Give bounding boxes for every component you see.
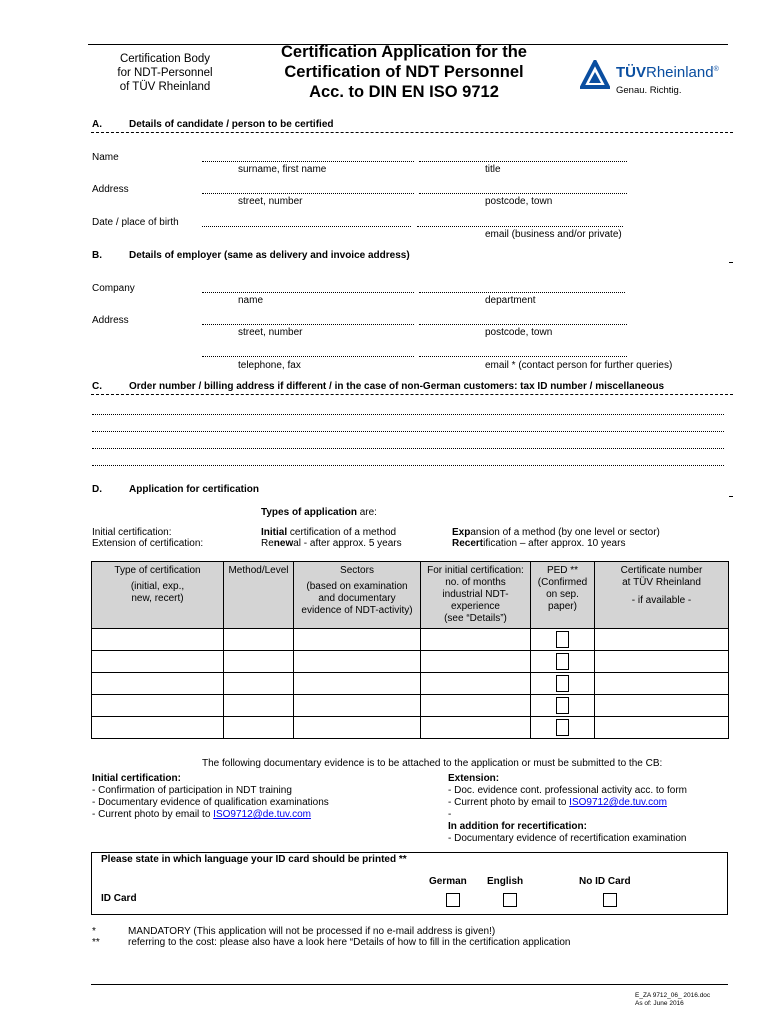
recert-bold: Recert <box>452 538 484 549</box>
initial-evidence-title: Initial certification: <box>92 773 181 784</box>
col-experience-header <box>421 562 531 629</box>
initial-photo-prefix: - Current photo by email to <box>92 809 214 820</box>
section-b-letter: B. <box>92 250 102 261</box>
col-method-header <box>224 562 294 629</box>
renewal-pre: Re <box>261 538 274 549</box>
type-cell[interactable] <box>92 717 224 739</box>
col-experience-line: For initial certification: <box>427 565 524 576</box>
certnumber-cell[interactable] <box>595 651 729 673</box>
types-heading <box>261 507 377 518</box>
col-certnumber-line: at TÜV Rheinland <box>622 577 701 588</box>
section-d-title: Application for certification <box>129 484 260 495</box>
footnote-text: referring to the cost: please also have a look here “Details of how to fill in the certification application <box>128 937 571 948</box>
misc-input-line-3[interactable] <box>92 448 724 449</box>
section-b-rule-mark <box>729 262 733 263</box>
col-certnumber-header <box>595 562 729 629</box>
company-input-line[interactable] <box>202 292 414 293</box>
ped-cell <box>531 695 595 717</box>
birth-input-line[interactable] <box>202 226 411 227</box>
certnumber-cell[interactable] <box>595 695 729 717</box>
table-row <box>92 673 729 695</box>
ped-cell <box>531 629 595 651</box>
experience-cell[interactable] <box>421 673 531 695</box>
col-experience-line: industrial NDT- <box>442 589 509 600</box>
english-checkbox[interactable] <box>503 893 517 907</box>
email-link[interactable]: ISO9712@de.tuv.com <box>569 797 667 808</box>
initial-evidence-item: - Documentary evidence of qualification examinations <box>92 797 329 808</box>
initial-desc <box>261 527 396 538</box>
address-label: Address <box>92 184 129 195</box>
telephone-hint: telephone, fax <box>238 360 301 371</box>
body-line-2: for NDT-Personnel <box>117 67 213 79</box>
title-line-2: Certification of NDT Personnel <box>284 63 524 81</box>
ped-cell <box>531 673 595 695</box>
recert-evidence-title: In addition for recertification: <box>448 821 587 832</box>
no-id-checkbox[interactable] <box>603 893 617 907</box>
expansion-rest: ansion of a method (by one level or sector) <box>470 527 660 538</box>
method-cell[interactable] <box>224 717 294 739</box>
section-c-rule <box>91 394 733 395</box>
name-label: Name <box>92 152 119 163</box>
option-german-label: German <box>429 876 467 887</box>
option-no-id-label: No ID Card <box>579 876 631 887</box>
col-sectors-header <box>294 562 421 629</box>
company-postcode-hint: postcode, town <box>485 327 553 338</box>
col-ped-line: paper) <box>548 601 577 612</box>
language-prompt: Please state in which language your ID card should be printed ** <box>101 854 407 865</box>
type-cell[interactable] <box>92 651 224 673</box>
body-line-1: Certification Body <box>119 53 211 65</box>
sectors-cell[interactable] <box>294 673 421 695</box>
ped-checkbox[interactable] <box>556 675 569 692</box>
id-card-label: ID Card <box>101 893 137 904</box>
experience-cell[interactable] <box>421 629 531 651</box>
misc-input-line-2[interactable] <box>92 431 724 432</box>
section-d-letter: D. <box>92 484 102 495</box>
contact-email-hint: email * (contact person for further queries) <box>485 360 673 371</box>
telephone-input-line[interactable] <box>202 356 414 357</box>
col-experience-line: (see “Details”) <box>444 613 507 624</box>
footer-rule <box>91 984 728 985</box>
evidence-intro: The following documentary evidence is to be attached to the application or must be submitted to the CB: <box>202 758 663 769</box>
ped-cell <box>531 717 595 739</box>
experience-cell[interactable] <box>421 717 531 739</box>
recert-rest: ification – after approx. 10 years <box>483 538 626 549</box>
section-b-title: Details of employer (same as delivery and invoice address) <box>129 250 410 261</box>
document-title <box>258 42 550 102</box>
department-hint: department <box>485 295 536 306</box>
col-certnumber-line: - if available - <box>631 595 692 606</box>
section-c-letter: C. <box>92 381 102 392</box>
postcode-input-line[interactable] <box>419 193 627 194</box>
extension-evidence-item: - Doc. evidence cont. professional activity acc. to form <box>448 785 687 796</box>
certnumber-cell[interactable] <box>595 629 729 651</box>
body-line-3: of TÜV Rheinland <box>119 81 211 93</box>
title-input-line[interactable] <box>419 161 627 162</box>
german-checkbox[interactable] <box>446 893 460 907</box>
registered-mark: ® <box>713 66 719 73</box>
table-header-row <box>92 562 729 629</box>
extension-cert-label: Extension of certification: <box>92 538 204 549</box>
table-row <box>92 651 729 673</box>
col-ped-line: PED ** <box>546 565 579 576</box>
experience-cell[interactable] <box>421 651 531 673</box>
misc-input-line-4[interactable] <box>92 465 724 466</box>
col-sectors-line: and documentary <box>318 593 396 604</box>
table-row <box>92 629 729 651</box>
section-c-title: Order number / billing address if different / in the case of non-German customers: tax ID number / miscellaneous <box>129 381 665 392</box>
extension-photo-item <box>448 797 687 809</box>
types-heading-bold: Types of application <box>261 507 357 518</box>
certification-table <box>91 561 729 739</box>
certnumber-cell[interactable] <box>595 717 729 739</box>
postcode-hint: postcode, town <box>485 196 553 207</box>
footnote-mark: ** <box>92 937 100 948</box>
title-line-1: Certification Application for the <box>281 43 527 61</box>
ped-checkbox[interactable] <box>556 631 569 648</box>
sectors-cell[interactable] <box>294 695 421 717</box>
extension-evidence-block <box>448 773 687 845</box>
col-certnumber-line: Certificate number <box>620 565 703 576</box>
extension-evidence-title: Extension: <box>448 773 500 784</box>
col-experience-line: no. of months <box>445 577 506 588</box>
email-link[interactable]: ISO9712@de.tuv.com <box>213 809 311 820</box>
col-type-line: (initial, exp., <box>130 581 185 592</box>
title-hint: title <box>485 164 501 175</box>
method-cell[interactable] <box>224 695 294 717</box>
table-row <box>92 717 729 739</box>
sectors-cell[interactable] <box>294 651 421 673</box>
col-sectors-line: Sectors <box>340 565 374 576</box>
sectors-cell[interactable] <box>294 717 421 739</box>
type-cell[interactable] <box>92 695 224 717</box>
initial-desc-rest: certification of a method <box>287 527 397 538</box>
company-street-hint: street, number <box>238 327 303 338</box>
type-cell[interactable] <box>92 629 224 651</box>
col-ped-line: on sep. <box>546 589 579 600</box>
method-cell[interactable] <box>224 629 294 651</box>
section-a-rule <box>91 132 733 133</box>
extension-dash: - <box>448 809 452 820</box>
table-row <box>92 695 729 717</box>
misc-input-line-1[interactable] <box>92 414 724 415</box>
ped-checkbox[interactable] <box>556 719 569 736</box>
birth-label: Date / place of birth <box>92 217 179 228</box>
footer-as-of: As of: June 2016 <box>635 1000 684 1007</box>
department-input-line[interactable] <box>419 292 625 293</box>
initial-desc-bold: Initial <box>261 527 288 538</box>
renewal-desc <box>261 538 402 549</box>
initial-cert-label: Initial certification: <box>92 527 172 538</box>
renewal-rest: al - after approx. 5 years <box>293 538 402 549</box>
company-hint: name <box>238 295 264 306</box>
section-d-rule-mark <box>729 496 733 497</box>
initial-photo-item <box>92 809 329 821</box>
certnumber-cell[interactable] <box>595 673 729 695</box>
tuv-rheinland-logo <box>580 54 730 100</box>
col-type-line: Type of certification <box>114 565 201 576</box>
method-cell[interactable] <box>224 651 294 673</box>
method-cell[interactable] <box>224 673 294 695</box>
expansion-bold: Exp <box>452 527 471 538</box>
col-ped-line: (Confirmed <box>537 577 588 588</box>
ped-checkbox[interactable] <box>556 653 569 670</box>
document-footer <box>635 992 710 1008</box>
company-label: Company <box>92 283 135 294</box>
renewal-bold: new <box>273 538 294 549</box>
certification-body-label <box>92 52 238 94</box>
section-a-title: Details of candidate / person to be certified <box>129 119 334 130</box>
section-a-letter: A. <box>92 119 102 130</box>
recert-evidence-item: - Documentary evidence of recertification examination <box>448 833 687 844</box>
triangle-logo-icon <box>580 60 610 90</box>
logo-wordmark-bold: TÜV <box>616 64 646 81</box>
logo-tagline: Genau. Richtig. <box>616 85 682 96</box>
col-experience-line: experience <box>451 601 500 612</box>
footnote-mark: * <box>92 926 96 937</box>
name-hint: surname, first name <box>238 164 327 175</box>
col-type-line: new, recert) <box>131 593 184 604</box>
footnote-text: MANDATORY (This application will not be processed if no e-mail address is given!) <box>128 926 496 937</box>
col-method-line: Method/Level <box>228 565 289 576</box>
experience-cell[interactable] <box>421 695 531 717</box>
col-type-header <box>92 562 224 629</box>
ped-cell <box>531 651 595 673</box>
email-input-line[interactable] <box>417 226 623 227</box>
logo-wordmark-rest: Rheinland <box>646 64 714 81</box>
col-ped-header <box>531 562 595 629</box>
name-input-line[interactable] <box>202 161 414 162</box>
sectors-cell[interactable] <box>294 629 421 651</box>
option-english-label: English <box>487 876 524 887</box>
recert-desc <box>452 538 625 549</box>
expansion-desc <box>452 527 660 538</box>
contact-email-input-line[interactable] <box>419 356 627 357</box>
col-sectors-line: (based on examination <box>306 581 408 592</box>
title-line-3: Acc. to DIN EN ISO 9712 <box>309 83 499 101</box>
footer-doc-id: E_ZA 9712_06_ 2016.doc <box>635 992 711 999</box>
company-postcode-input-line[interactable] <box>419 324 627 325</box>
initial-evidence-block <box>92 773 329 821</box>
email-hint: email (business and/or private) <box>485 229 622 240</box>
id-card-language-box <box>91 852 728 915</box>
street-hint: street, number <box>238 196 303 207</box>
logo-wordmark <box>616 64 719 81</box>
ped-checkbox[interactable] <box>556 697 569 714</box>
initial-evidence-item: - Confirmation of participation in NDT training <box>92 785 292 796</box>
street-input-line[interactable] <box>202 193 414 194</box>
company-address-label: Address <box>92 315 129 326</box>
types-heading-suffix: are: <box>356 507 377 518</box>
col-sectors-line: evidence of NDT-activity) <box>301 605 413 616</box>
extension-photo-prefix: - Current photo by email to <box>448 797 570 808</box>
company-street-input-line[interactable] <box>202 324 414 325</box>
type-cell[interactable] <box>92 673 224 695</box>
